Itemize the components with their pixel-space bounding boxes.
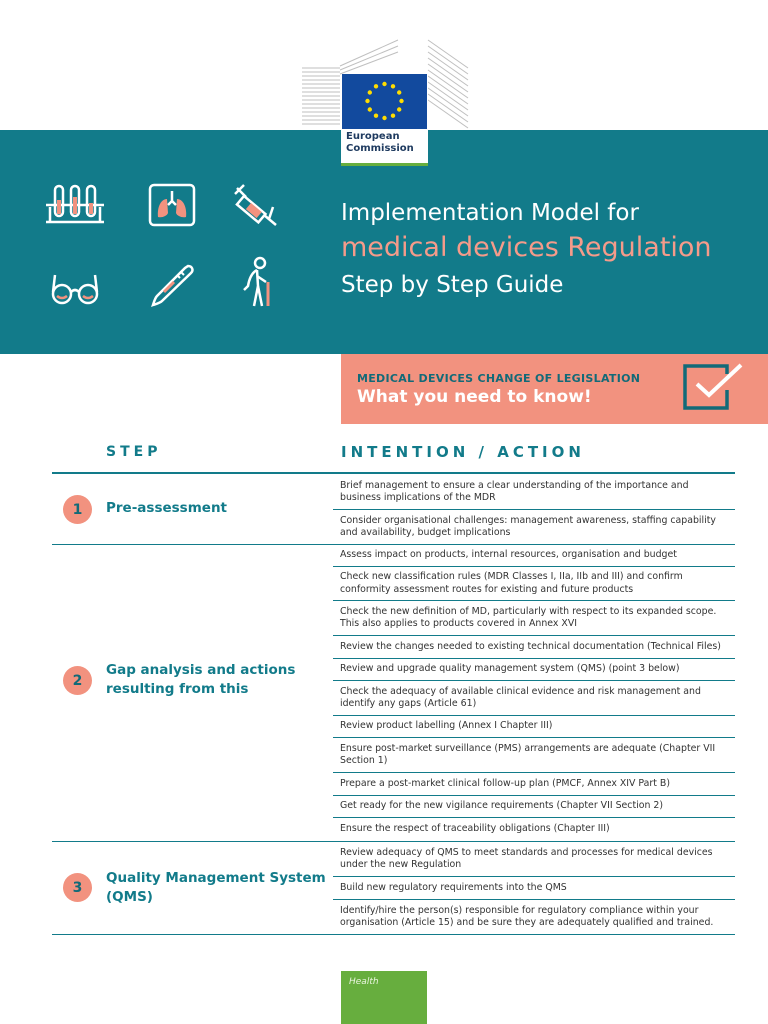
action-row: Prepare a post-market clinical follow-up plan (PMCF, Annex XIV Part B): [340, 777, 671, 789]
callout-subtitle: MEDICAL DEVICES CHANGE OF LEGISLATION: [357, 372, 641, 385]
section-divider: [52, 934, 735, 935]
action-row: Build new regulatory requirements into the QMS: [340, 881, 567, 893]
lungs-icon: [148, 183, 196, 227]
syringe-icon: [234, 184, 280, 226]
action-row: Brief management to ensure a clear understanding of the importance and business implications of the MDR: [340, 479, 689, 503]
test-tubes-icon: [44, 183, 106, 225]
glasses-icon: [50, 272, 100, 306]
action-row: Review and upgrade quality management system (QMS) (point 3 below): [340, 663, 680, 675]
logo-line-1: European: [346, 131, 400, 142]
callout-title: What you need to know!: [357, 387, 592, 407]
action-row: Consider organisational challenges: management awareness, staffing capability and availability, budget implications: [340, 514, 716, 538]
step-number-badge: 2: [63, 666, 92, 695]
table-top-rule: [52, 472, 735, 474]
action-row: Identify/hire the person(s) responsible for regulatory compliance within your organisation (Article 15) and be sure they are adequately qualified and trained.: [340, 904, 714, 928]
action-row: Review product labelling (Annex I Chapter III): [340, 720, 553, 732]
action-row: Ensure the respect of traceability obligations (Chapter III): [340, 823, 610, 835]
eu-flag-icon: [342, 74, 427, 129]
column-header-intention: INTENTION / ACTION: [341, 443, 585, 461]
checkbox-icon: [683, 362, 745, 412]
action-row: Review adequacy of QMS to meet standards and processes for medical devices under the new Regulation: [340, 846, 713, 870]
action-row: Check the new definition of MD, particularly with respect to its expanded scope. This also applies to products covered in Annex XVI: [340, 605, 717, 629]
banner-title-line-1: Implementation Model for: [341, 200, 639, 226]
health-tag: [341, 971, 427, 1024]
logo-green-line: [341, 163, 428, 166]
action-row: Ensure post-market surveillance (PMS) arrangements are adequate (Chapter VII Section 1): [340, 742, 716, 766]
action-row: Assess impact on products, internal resources, organisation and budget: [340, 549, 677, 561]
step-title: Pre-assessment: [106, 500, 228, 516]
action-row: Get ready for the new vigilance requirements (Chapter VII Section 2): [340, 800, 664, 812]
banner-title-line-2: medical devices Regulation: [341, 232, 712, 263]
european-commission-logo: [341, 74, 428, 166]
callout-box: [341, 354, 768, 424]
step-number-badge: 1: [63, 495, 92, 524]
elderly-person-icon: [240, 256, 276, 308]
logo-line-2: Commission: [346, 143, 414, 154]
step-number-badge: 3: [63, 873, 92, 902]
action-row: Check the adequacy of available clinical evidence and risk management and identify any gaps (Article 61): [340, 685, 701, 709]
column-header-step: STEP: [106, 444, 162, 460]
action-row: Review the changes needed to existing technical documentation (Technical Files): [340, 640, 721, 652]
thermometer-icon: [150, 263, 196, 307]
step-title: Gap analysis and actions resulting from this: [106, 662, 296, 697]
step-title: Quality Management System (QMS): [106, 870, 326, 905]
action-row: Check new classification rules (MDR Classes I, IIa, IIb and III) and confirm conformity assessment routes for existing and future products: [340, 571, 683, 595]
health-tag-label: Health: [349, 977, 379, 987]
banner-title-line-3: Step by Step Guide: [341, 272, 564, 298]
